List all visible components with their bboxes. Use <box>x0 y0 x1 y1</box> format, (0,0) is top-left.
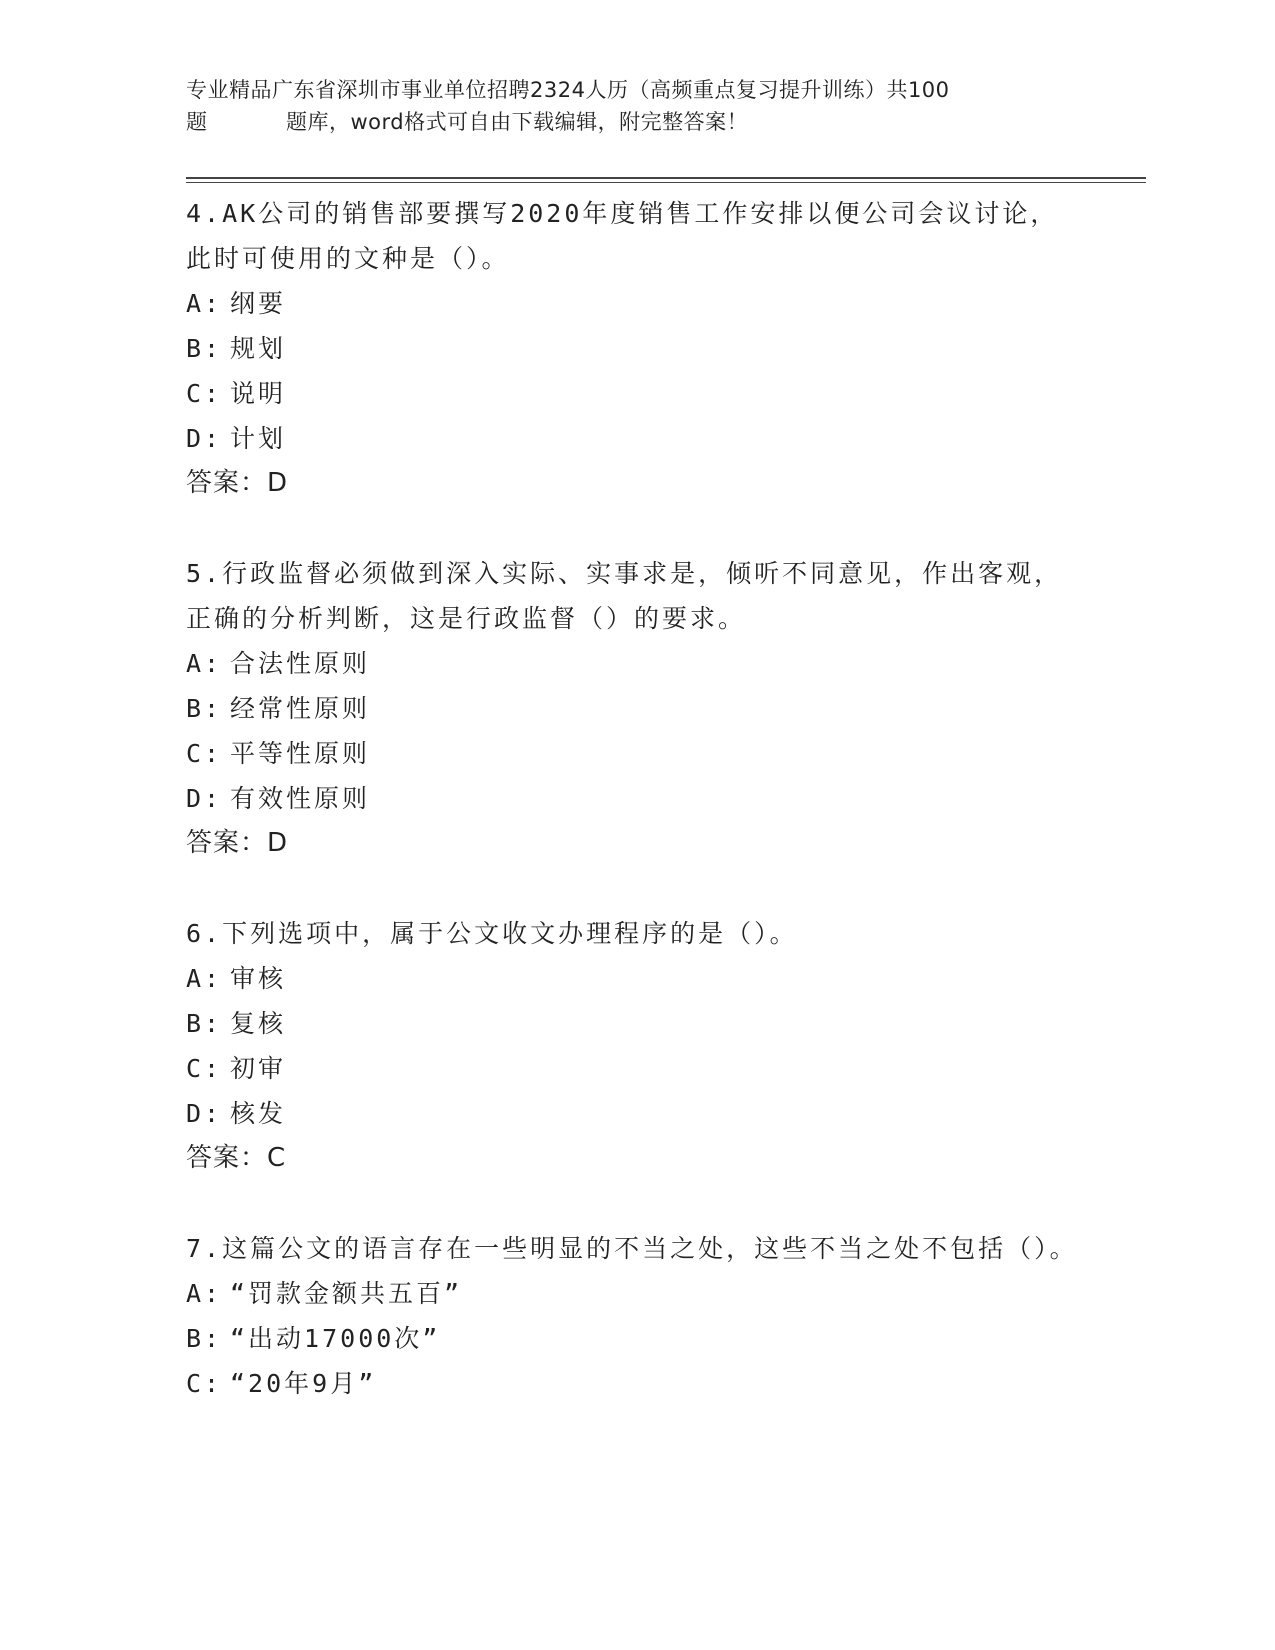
header-divider-thick <box>186 177 1146 179</box>
option-a <box>186 1271 1086 1316</box>
option-text: 计划 <box>230 424 287 453</box>
option-label: C: <box>186 1054 223 1083</box>
question-stem: 7.这篇公文的语言存在一些明显的不当之处，这些不当之处不包括（）。 <box>186 1234 1078 1263</box>
option-b <box>186 1001 1086 1046</box>
option-label: C: <box>186 739 223 768</box>
option-label: D: <box>186 1099 223 1128</box>
option-c <box>186 371 1086 416</box>
option-text: 规划 <box>230 334 287 363</box>
option-c <box>186 1361 1086 1406</box>
option-text: 审核 <box>230 964 287 993</box>
option-text: “罚款金额共五百” <box>230 1279 463 1308</box>
option-b <box>186 686 1086 731</box>
option-text: “20年9月” <box>230 1369 377 1398</box>
answer-line: 答案：D <box>186 828 289 858</box>
option-b <box>186 1316 1086 1361</box>
document-header <box>186 74 1066 138</box>
option-label: A: <box>186 964 223 993</box>
option-a <box>186 641 1086 686</box>
header-title-line1: 专业精品广东省深圳市事业单位招聘2324人历（高频重点复习提升训练）共100 <box>186 78 950 102</box>
option-text: 有效性原则 <box>230 784 371 813</box>
option-text: 经常性原则 <box>230 694 371 723</box>
option-text: 核发 <box>230 1099 287 1128</box>
option-text: “出动17000次” <box>230 1324 441 1353</box>
option-text: 平等性原则 <box>230 739 371 768</box>
option-label: A: <box>186 1279 223 1308</box>
option-label: D: <box>186 784 223 813</box>
option-text: 复核 <box>230 1009 287 1038</box>
option-c <box>186 731 1086 776</box>
option-label: C: <box>186 1369 223 1398</box>
question-item <box>186 551 1086 866</box>
question-stem: 5.行政监督必须做到深入实际、实事求是，倾听不同意见，作出客观，正确的分析判断，这是行政监督（）的要求。 <box>186 559 1063 633</box>
option-label: B: <box>186 334 223 363</box>
header-title-line2 <box>186 106 1066 138</box>
answer-line: 答案：C <box>186 1143 287 1173</box>
answer-line: 答案：D <box>186 468 289 498</box>
option-text: 初审 <box>230 1054 287 1083</box>
option-d <box>186 416 1086 461</box>
option-d <box>186 776 1086 821</box>
header-title-line2-right: 题库，word格式可自由下载编辑，附完整答案！ <box>286 110 749 134</box>
option-a <box>186 956 1086 1001</box>
option-label: C: <box>186 379 223 408</box>
option-label: A: <box>186 649 223 678</box>
option-label: B: <box>186 694 223 723</box>
option-label: B: <box>186 1324 223 1353</box>
option-text: 纲要 <box>230 289 287 318</box>
header-divider-thin <box>186 182 1146 183</box>
option-text: 说明 <box>230 379 287 408</box>
question-list <box>186 191 1086 1451</box>
option-text: 合法性原则 <box>230 649 371 678</box>
option-label: B: <box>186 1009 223 1038</box>
option-b <box>186 326 1086 371</box>
option-label: A: <box>186 289 223 318</box>
option-d <box>186 1091 1086 1136</box>
header-title-line2-left: 题 <box>186 110 208 134</box>
question-item <box>186 191 1086 506</box>
question-item <box>186 1226 1086 1406</box>
question-stem: 4.AK公司的销售部要撰写2020年度销售工作安排以便公司会议讨论，此时可使用的文种是（）。 <box>186 199 1059 273</box>
option-a <box>186 281 1086 326</box>
question-stem: 6.下列选项中，属于公文收文办理程序的是（）。 <box>186 919 798 948</box>
question-item <box>186 911 1086 1181</box>
option-c <box>186 1046 1086 1091</box>
option-label: D: <box>186 424 223 453</box>
